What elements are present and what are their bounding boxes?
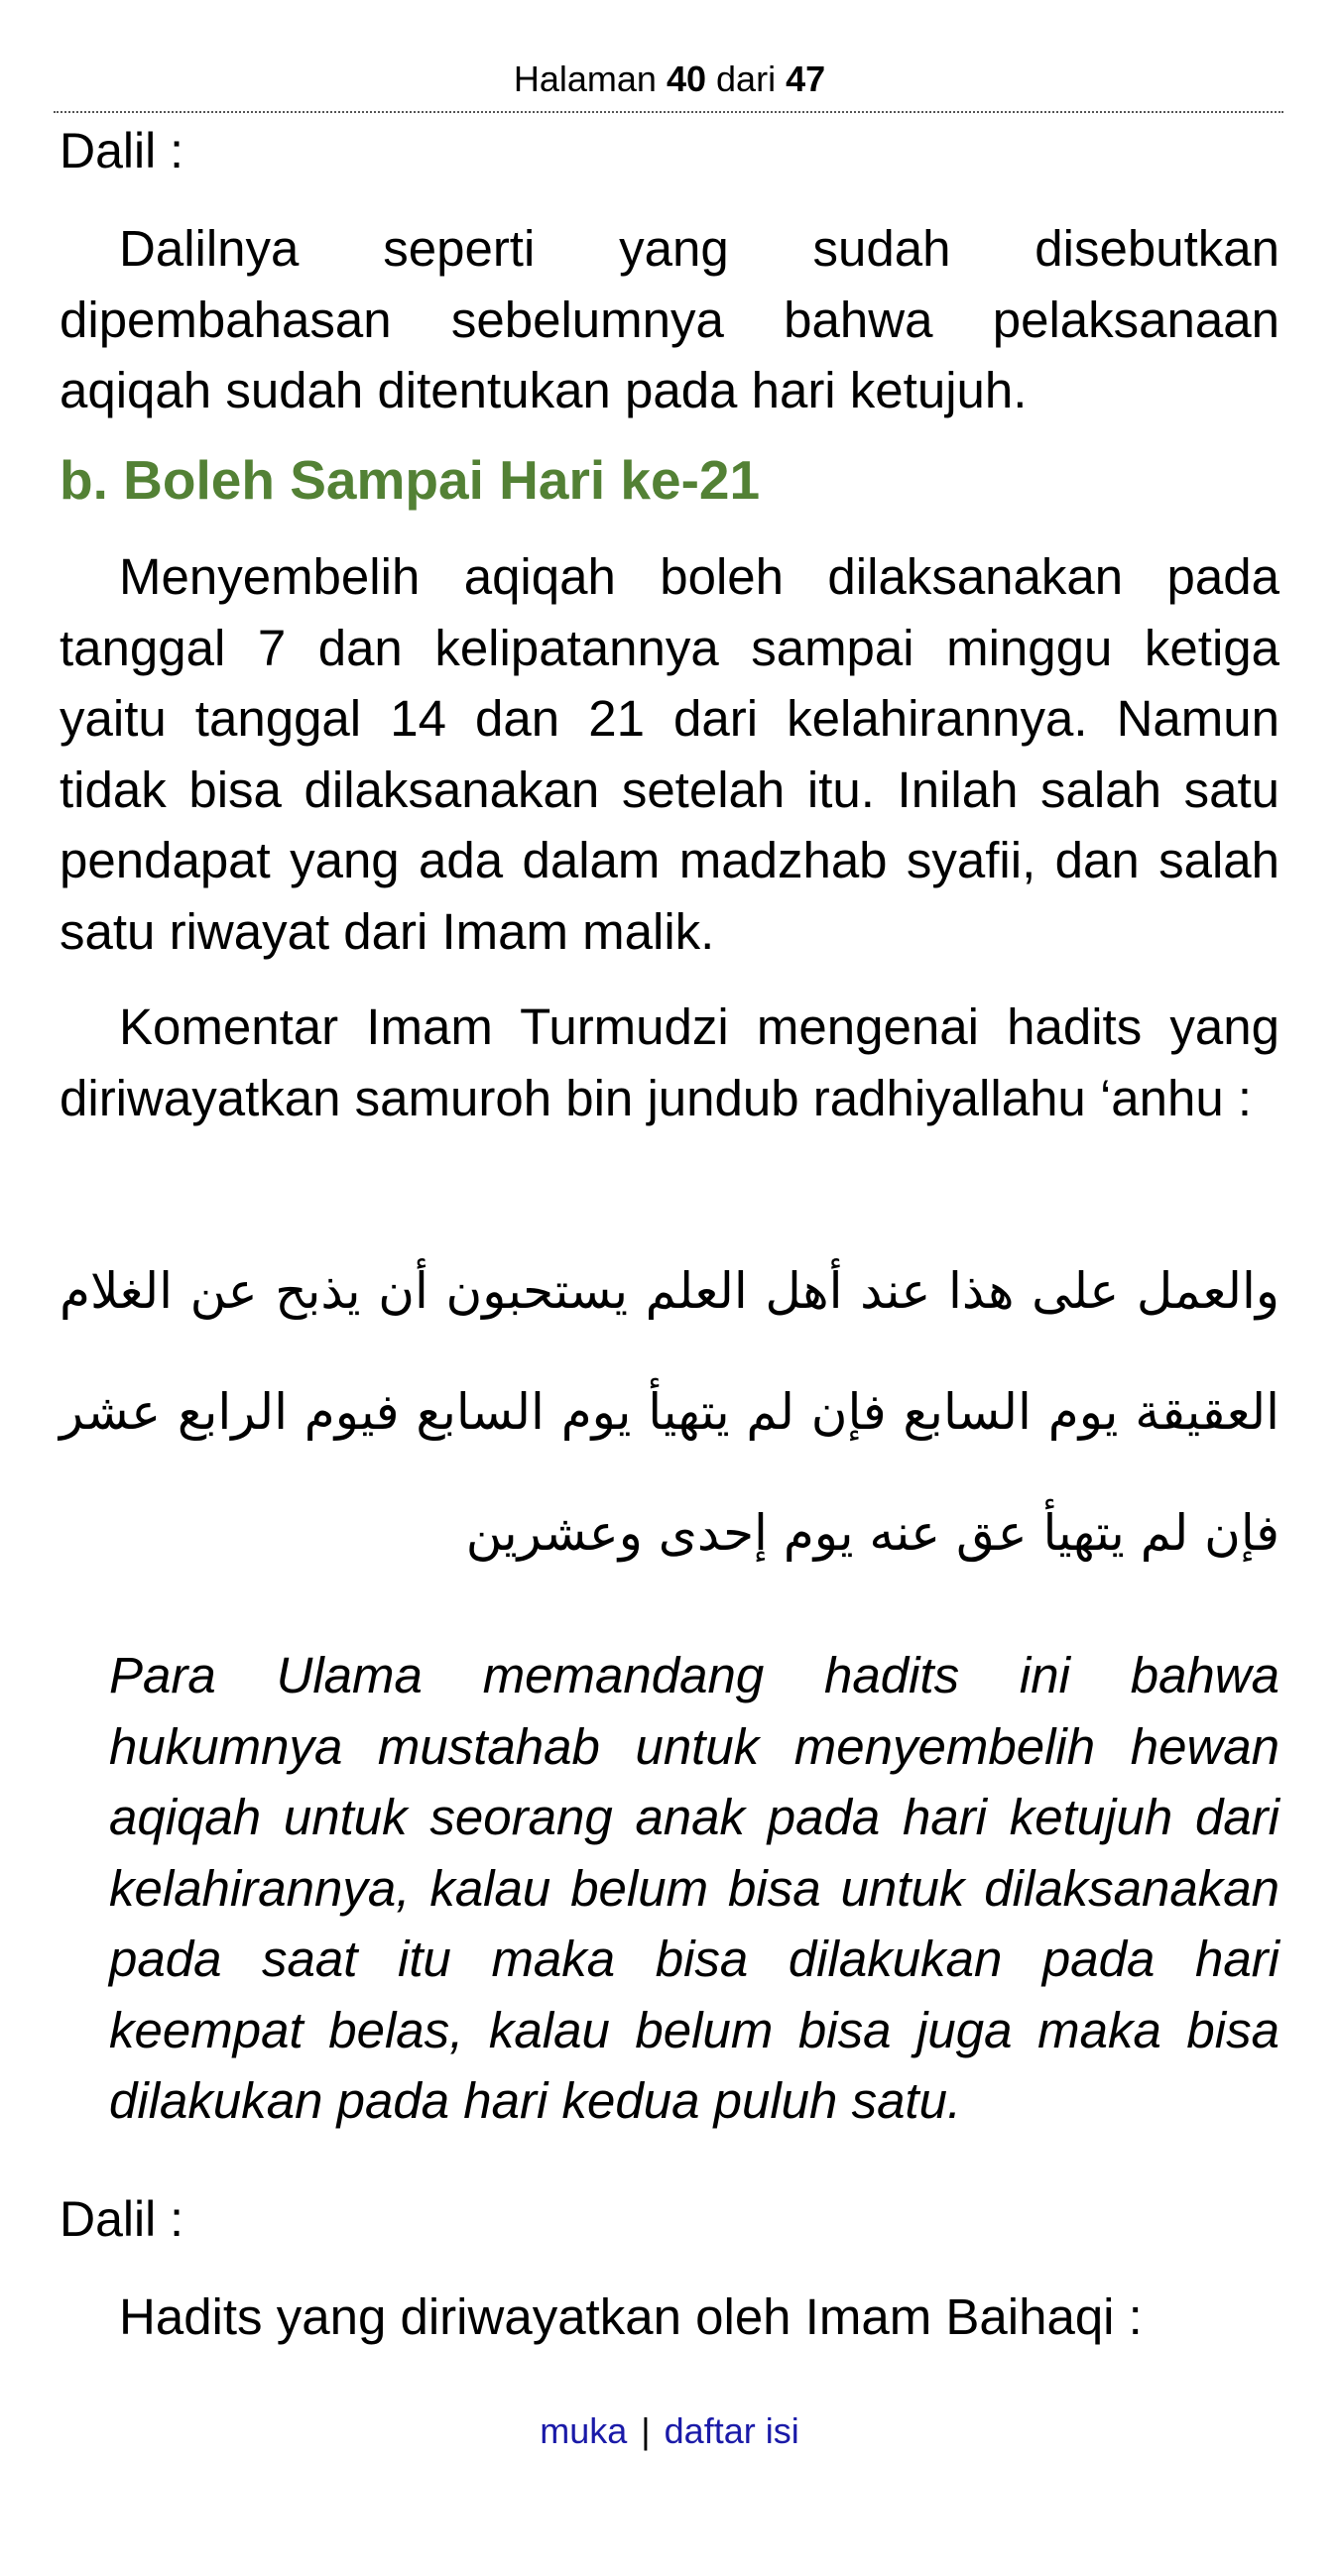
table-of-contents-link[interactable]: daftar isi: [664, 2410, 799, 2451]
body-paragraph: Menyembelih aqiqah boleh dilaksanakan pada tanggal 7 dan kelipatannya sampai minggu ketiga yaitu tanggal 14 dan 21 dari kelahirannya. Namun tidak bisa dilaksanakan setelah itu. Inilah salah satu pendapat yang ada dalam madzhab syafii, dan salah satu riwayat dari Imam malik.: [60, 548, 1279, 960]
dalil-label-second: Dalil :: [60, 2191, 184, 2247]
dalil-paragraph: Dalilnya seperti yang sudah disebutkan dipembahasan sebelumnya bahwa pelaksanaan aqiqah sudah ditentukan pada hari ketujuh.: [60, 220, 1279, 418]
home-link[interactable]: muka: [540, 2410, 628, 2451]
translation-quote: Para Ulama memandang hadits ini bahwa hukumnya mustahab untuk menyembelih hewan aqiqah untuk seorang anak pada hari ketujuh dari kelahirannya, kalau belum bisa untuk dilaksanakan pada saat itu maka bisa dilakukan pada hari keempat belas, kalau belum bisa juga maka bisa dilakukan pada hari kedua puluh satu.: [109, 1647, 1279, 2129]
arabic-hadith-text: والعمل على هذا عند أهل العلم يستحبون أن يذبح عن الغلام العقيقة يوم السابع فإن لم يتهيأ يوم السابع فيوم الرابع عشر فإن لم يتهيأ عق عنه يوم إحدى وعشرين: [60, 1262, 1279, 1562]
footer-separator: |: [641, 2410, 651, 2451]
page-header: [60, 58, 1279, 101]
header-middle: dari: [716, 59, 777, 99]
dalil-label: Dalil :: [60, 123, 184, 178]
commentary-paragraph: Komentar Imam Turmudzi mengenai hadits yang diriwayatkan samuroh bin jundub radhiyallahu ‘anhu :: [60, 998, 1279, 1126]
page-footer: [60, 2409, 1279, 2453]
hadith-intro-paragraph: Hadits yang diriwayatkan oleh Imam Baihaqi :: [119, 2288, 1143, 2345]
header-prefix: Halaman: [513, 59, 657, 99]
header-divider: [54, 111, 1283, 113]
total-page-number: 47: [786, 59, 826, 99]
section-heading: b. Boleh Sampai Hari ke-21: [60, 449, 761, 511]
current-page-number: 40: [666, 59, 707, 99]
